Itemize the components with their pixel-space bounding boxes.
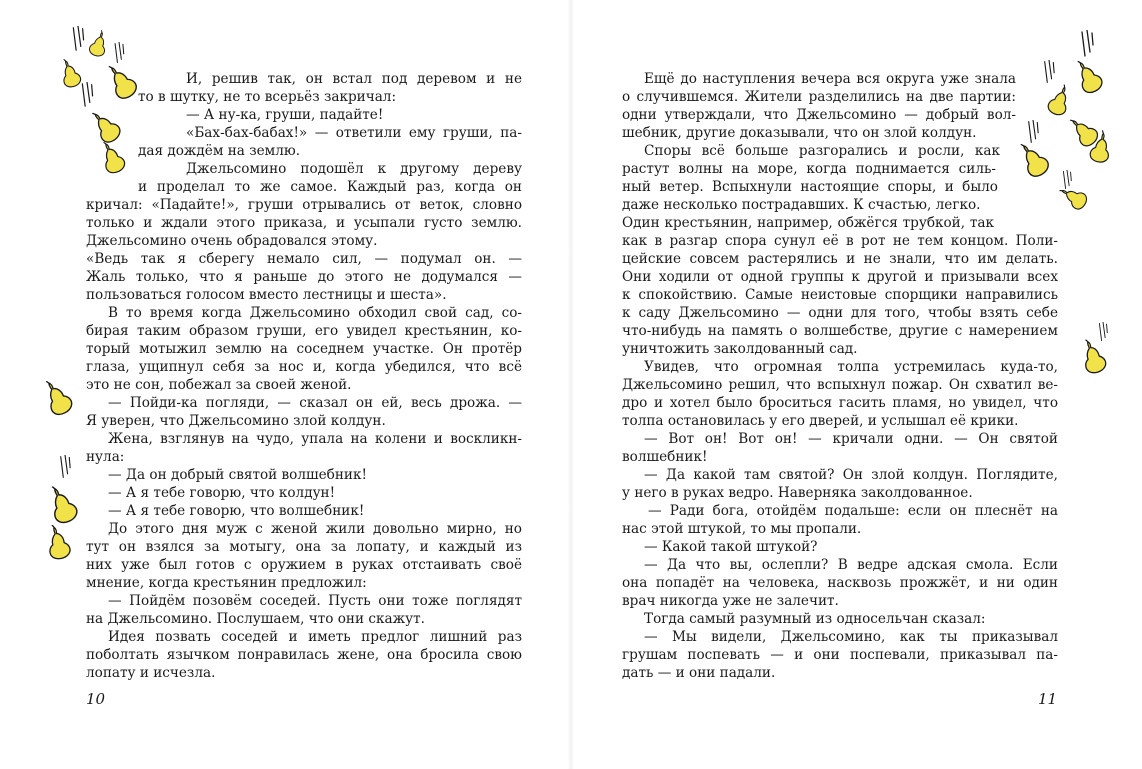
right-text-line: растут волны на море, когда поднимается силь- <box>622 161 996 177</box>
left-text-line: торый мотыжил землю на соседнем участке. Он протёр <box>86 341 522 357</box>
falling-pear-icon <box>1008 134 1058 185</box>
motion-lines-icon <box>58 455 72 479</box>
left-text-line: на Джельсомино. Послушаем, что они скажут. <box>86 611 425 627</box>
right-text-line: как в разгар спора сунул её в рот не тем концом. Поли- <box>622 233 1058 249</box>
right-text-line: толпа остановилась у его дверей, и услышал её крики. <box>622 413 1019 429</box>
motion-lines-icon <box>70 26 86 52</box>
right-text-line: — Вот он! Вот он! — кричали одни. — Он святой <box>644 431 1058 447</box>
right-text-line: — Ради бога, отойдём подальше: если он плеснёт на <box>648 503 1058 519</box>
right-text-line: грушам поспевать — и они поспевали, приказывал па- <box>622 647 1058 663</box>
left-text-line: это не сон, побежал за своей женой. <box>86 377 352 393</box>
right-text-line: Один крестьянин, например, обжёгся трубкой, так <box>622 215 994 231</box>
falling-pear-icon <box>85 28 113 60</box>
right-text-line: дро и хотел было броситься гасить пламя, но увидел, что <box>622 395 1058 411</box>
left-text-line: До этого дня муж с женой жили довольно мирно, но <box>108 521 522 537</box>
left-text-line: только и ждали этого приказа, и усыпали густо землю. <box>86 215 522 231</box>
right-text-line: — Какой такой штукой? <box>644 539 818 555</box>
left-text-line: Джельсомино очень обрадовался этому. <box>86 233 378 249</box>
left-text-line: — Пойдём позовём соседей. Пусть они тоже поглядят <box>108 593 522 609</box>
right-text-line: Увидев, что огромная толпа устремилась куда-то, <box>644 359 1058 375</box>
left-text-line: — А ну-ка, груши, падайте! <box>186 107 384 123</box>
left-text-line: них уже был готов с оружием в руках отстаивать своё <box>86 557 522 573</box>
right-text-line: нас этой штукой, то мы пропали. <box>622 521 862 537</box>
left-text-line: бирая таким образом груши, его увидел крестьянин, ко- <box>86 323 522 339</box>
left-text-line: Я уверен, что Джельсомино злой колдун. <box>86 413 386 429</box>
left-text-line: дая дождём на землю. <box>138 143 301 159</box>
falling-pear-icon <box>38 520 78 563</box>
left-text-line: кричал: «Падайте!», груши отрывались от веток, словно <box>86 197 522 213</box>
right-text-line: Ещё до наступления вечера вся округа уже знала <box>644 71 1016 87</box>
left-text-line: Жена, взглянув на чудо, упала на колени и воскликн- <box>108 431 522 447</box>
right-text-line: у него в руках ведро. Наверняка заколдованное. <box>622 485 973 501</box>
left-text-line: Джельсомино подошёл к другому дереву <box>186 161 522 177</box>
left-text-line: — Пойди-ка погляди, — сказал он ей, весь дрожа. — <box>108 395 522 411</box>
right-text-line: шебник, другие доказывали, что он злой колдун. <box>622 125 977 141</box>
motion-lines-icon <box>80 82 94 108</box>
right-text-line: — Да какой там святой? Он злой колдун. Поглядите, <box>644 467 1058 483</box>
falling-pear-icon <box>1052 175 1095 219</box>
right-text-line: врач никогда уже не залечит. <box>622 593 839 609</box>
page-right <box>572 0 1142 769</box>
left-text-line: тут он взялся за мотыгу, она за лопату, и каждый из <box>86 539 522 555</box>
left-text-line: В то время когда Джельсомино обходил свой сад, со- <box>108 305 522 321</box>
right-text-line: цейские совсем растерялись и не знали, что им делать. <box>622 251 1058 267</box>
right-text-line: — Мы видели, Джельсомино, как ты приказывал <box>644 629 1058 645</box>
right-text-line: уничтожить заколдованный сад. <box>622 341 858 357</box>
page-left <box>0 0 570 769</box>
left-text-line: Идея позвать соседей и иметь предлог лишний раз <box>108 629 522 645</box>
left-text-line: — А я тебе говорю, что колдун! <box>108 485 336 501</box>
page-number-left: 10 <box>86 690 106 708</box>
left-text-line: лопату и исчезла. <box>86 665 216 681</box>
left-text-line: то в шутку, не то всерьёз закричал: <box>138 89 397 105</box>
left-text-line: «Бах-бах-бабах!» — ответили ему груши, па- <box>186 125 522 141</box>
right-text-line: Споры всё больше разгорались и росли, как <box>644 143 1000 159</box>
falling-pear-icon <box>33 372 81 422</box>
right-text-line: что-нибудь на память о волшебстве, другие с намерением <box>622 323 1058 339</box>
right-text-line: она попадёт на человека, насквозь прожжёт, и ни один <box>622 575 1058 591</box>
right-text-line: к саду Джельсомино — одни для того, чтобы взять себе <box>622 305 1058 321</box>
right-text-line: Они ходили от одной группы к другой и призывали всех <box>622 269 1058 285</box>
left-text-line: «Ведь так я сберегу немало сил, — подумал он. — <box>86 251 522 267</box>
right-text-line: Джельсомино решил, что вспыхнул пожар. Он схватил ве- <box>622 377 1058 393</box>
right-text-line: дать — и они падали. <box>622 665 776 681</box>
right-text-line: волшебник! <box>622 449 708 465</box>
left-text-line: — А я тебе говорю, что волшебник! <box>108 503 365 519</box>
right-text-line: ный ветер. Вспыхнули настоящие споры, и было <box>622 179 998 195</box>
left-text-line: поболтать язычком понравилась жене, она бросила свою <box>86 647 522 663</box>
right-text-line: о случившемся. Жители разделились на две партии: <box>622 89 1016 105</box>
left-text-line: мнение, когда крестьянин предложил: <box>86 575 367 591</box>
page-number-right: 11 <box>1038 690 1058 708</box>
right-text-line: даже несколько пострадавших. К счастью, легко. <box>622 197 981 213</box>
left-text-line: нула: <box>86 449 125 465</box>
left-text-line: глаза, ущипнул себя за нос и, когда убедился, что всё <box>86 359 522 375</box>
left-text-line: — Да он добрый святой волшебник! <box>108 467 367 483</box>
falling-pear-icon <box>1041 80 1078 120</box>
left-text-line: И, решив так, он встал под деревом и не <box>186 71 522 87</box>
left-text-line: пользоваться голосом вместо лестницы и шеста». <box>86 287 447 303</box>
left-text-line: и проделал то же самое. Каждый раз, когда он <box>138 179 522 195</box>
right-text-line: Тогда самый разумный из односельчан сказал: <box>644 611 986 627</box>
left-text-line: Жаль только, что я раньше до этого не додумался — <box>86 269 522 285</box>
right-text-line: — Да что вы, ослепли? В ведре адская смола. Если <box>644 557 1058 573</box>
right-text-line: к спокойствию. Самые неистовые спорщики направились <box>622 287 1058 303</box>
right-text-line: одни утверждали, что Джельсомино — добрый вол- <box>622 107 1016 123</box>
falling-pear-icon <box>1085 128 1117 166</box>
